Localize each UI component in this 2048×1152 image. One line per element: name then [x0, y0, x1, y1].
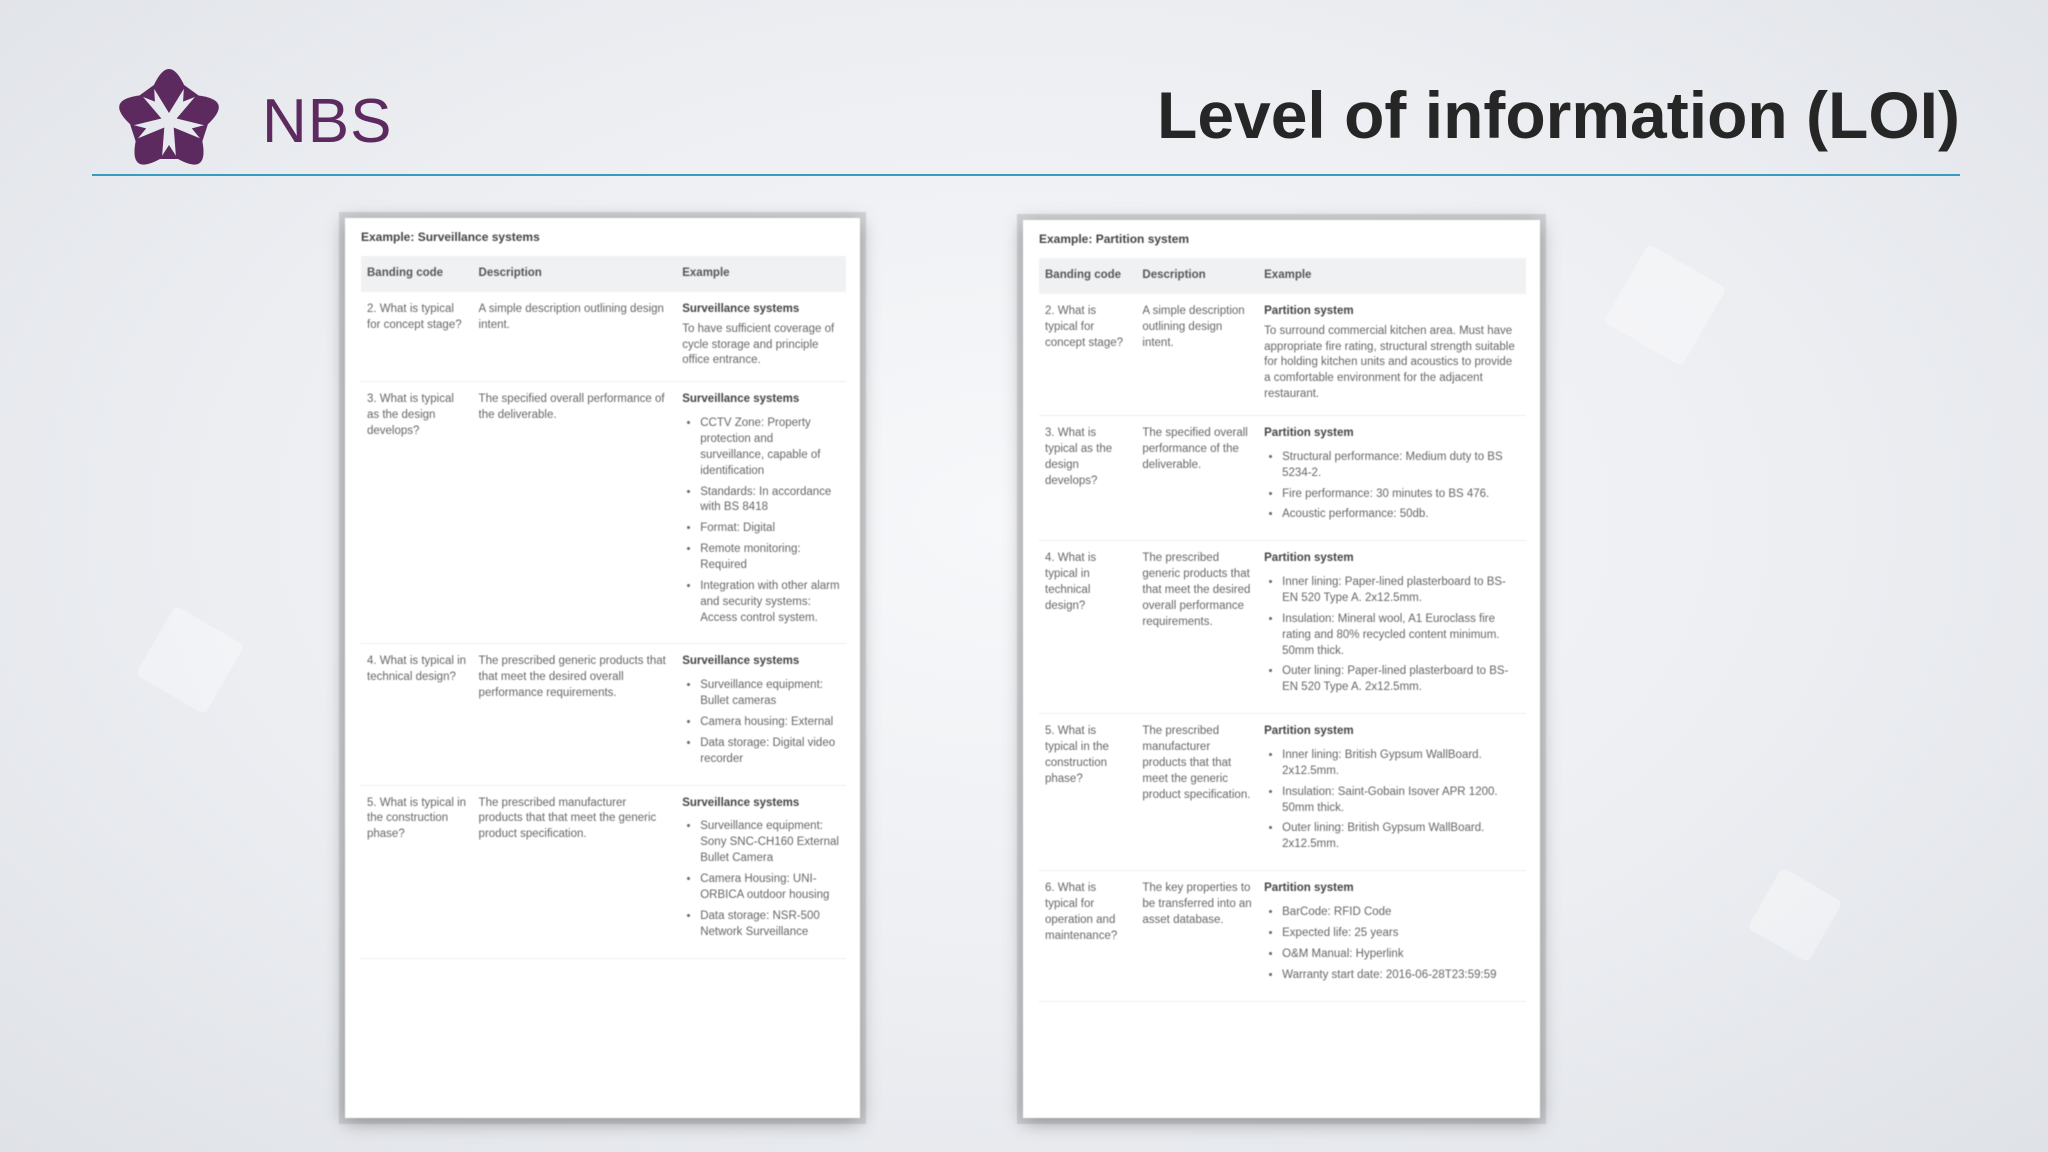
example-cell [1258, 416, 1526, 541]
example-cell [676, 382, 846, 644]
table-row [1039, 871, 1526, 1001]
list-item: • Surveillance equipment: Bullet cameras [700, 678, 840, 710]
list-item: • Insulation: Saint-Gobain Isover APR 1200. 50mm thick. [1282, 785, 1520, 817]
table-row [361, 644, 846, 785]
table-row [1039, 416, 1526, 541]
description-cell: A simple description outlining design intent. [473, 292, 677, 382]
example-title: Surveillance systems [682, 655, 800, 668]
list-item: • Warranty start date: 2016-06-28T23:59:59 [1282, 968, 1520, 984]
example-title: Surveillance systems [682, 796, 800, 809]
description-cell: A simple description outlining design intent. [1136, 294, 1258, 416]
header-description: Description [1136, 258, 1258, 294]
table-header-row [1039, 258, 1526, 294]
description-cell: The specified overall performance of the deliverable. [1136, 416, 1258, 541]
title-divider [92, 174, 1960, 176]
example-cell [676, 785, 846, 958]
header-example: Example [676, 256, 846, 292]
list-item: • Expected life: 25 years [1282, 926, 1520, 942]
list-item: • Insulation: Mineral wool, A1 Euroclass fire rating and 80% recycled content minimum. 50mm thick. [1282, 612, 1520, 660]
banding-code-cell: 4. What is typical in technical design? [1039, 541, 1136, 714]
example-cell [1258, 871, 1526, 1001]
loi-table [361, 256, 846, 959]
list-item: • Acoustic performance: 50db. [1282, 507, 1520, 523]
list-item: • Format: Digital [700, 521, 840, 537]
list-item: • O&M Manual: Hyperlink [1282, 947, 1520, 963]
description-cell: The specified overall performance of the deliverable. [473, 382, 677, 644]
example-cell [1258, 714, 1526, 871]
brand-name: NBS [262, 86, 393, 156]
surveillance-systems-document [345, 218, 860, 1118]
banding-code-cell: 3. What is typical as the design develops? [361, 382, 473, 644]
example-title: Partition system [1264, 882, 1354, 895]
example-list [682, 678, 840, 767]
example-title: Partition system [1264, 552, 1354, 565]
banding-code-cell: 4. What is typical in technical design? [361, 644, 473, 785]
description-cell: The prescribed manufacturer products that that meet the generic product specification. [473, 785, 677, 958]
example-title: Surveillance systems [682, 393, 800, 406]
table-row [361, 382, 846, 644]
header-example: Example [1258, 258, 1526, 294]
slide-title: Level of information (LOI) [1157, 78, 1960, 152]
table-row [1039, 541, 1526, 714]
description-cell: The key properties to be transferred into an asset database. [1136, 871, 1258, 1001]
example-list [1264, 748, 1520, 853]
background-shape [1604, 244, 1727, 367]
list-item: • CCTV Zone: Property protection and surveillance, capable of identification [700, 416, 840, 479]
header-banding-code: Banding code [361, 256, 473, 292]
table-row [1039, 294, 1526, 416]
example-title: Partition system [1264, 304, 1354, 317]
list-item: • Outer lining: British Gypsum WallBoard. 2x12.5mm. [1282, 821, 1520, 853]
background-shape [1747, 867, 1843, 963]
example-list [682, 416, 840, 626]
list-item: • Outer lining: Paper-lined plasterboard to BS-EN 520 Type A. 2x12.5mm. [1282, 664, 1520, 696]
banding-code-cell: 2. What is typical for concept stage? [361, 292, 473, 382]
example-list [1264, 905, 1520, 983]
banding-code-cell: 2. What is typical for concept stage? [1039, 294, 1136, 416]
document-caption: Example: Surveillance systems [361, 230, 540, 244]
list-item: • Inner lining: Paper-lined plasterboard to BS-EN 520 Type A. 2x12.5mm. [1282, 575, 1520, 607]
example-title: Surveillance systems [682, 302, 800, 315]
description-cell: The prescribed generic products that that meet the desired overall performance requirements. [1136, 541, 1258, 714]
description-cell: The prescribed generic products that that meet the desired overall performance requirements. [473, 644, 677, 785]
list-item: • Camera Housing: UNI-ORBICA outdoor housing [700, 872, 840, 904]
table-row [1039, 714, 1526, 871]
list-item: • BarCode: RFID Code [1282, 905, 1520, 921]
example-text: To surround commercial kitchen area. Must have appropriate fire rating, structural strength suitable for holding kitchen units and acoustics to provide a comfortable environment for the adjacent restaurant. [1264, 324, 1515, 401]
list-item: • Remote monitoring: Required [700, 542, 840, 574]
partition-system-document [1023, 220, 1540, 1118]
example-cell [676, 644, 846, 785]
list-item: • Camera housing: External [700, 715, 840, 731]
example-cell [1258, 541, 1526, 714]
example-title: Partition system [1264, 725, 1354, 738]
list-item: • Inner lining: British Gypsum WallBoard. 2x12.5mm. [1282, 748, 1520, 780]
list-item: • Data storage: NSR-500 Network Surveillance [700, 909, 840, 941]
table-row [361, 292, 846, 382]
list-item: • Fire performance: 30 minutes to BS 476. [1282, 487, 1520, 503]
banding-code-cell: 6. What is typical for operation and maintenance? [1039, 871, 1136, 1001]
banding-code-cell: 5. What is typical in the construction phase? [361, 785, 473, 958]
document-caption: Example: Partition system [1039, 232, 1190, 246]
example-text: To have sufficient coverage of cycle storage and principle office entrance. [682, 322, 835, 367]
nbs-star-icon [102, 54, 236, 188]
header-description: Description [473, 256, 677, 292]
example-list [682, 819, 840, 940]
header-banding-code: Banding code [1039, 258, 1136, 294]
list-item: • Integration with other alarm and security systems: Access control system. [700, 579, 840, 627]
list-item: • Structural performance: Medium duty to BS 5234-2. [1282, 450, 1520, 482]
list-item: • Standards: In accordance with BS 8418 [700, 485, 840, 517]
banding-code-cell: 3. What is typical as the design develops? [1039, 416, 1136, 541]
loi-table [1039, 258, 1526, 1002]
nbs-logo [102, 52, 392, 190]
example-list [1264, 575, 1520, 696]
list-item: • Surveillance equipment: Sony SNC-CH160 External Bullet Camera [700, 819, 840, 867]
example-cell [676, 292, 846, 382]
example-cell [1258, 294, 1526, 416]
description-cell: The prescribed manufacturer products that that meet the generic product specification. [1136, 714, 1258, 871]
list-item: • Data storage: Digital video recorder [700, 736, 840, 768]
table-row [361, 785, 846, 958]
banding-code-cell: 5. What is typical in the construction phase? [1039, 714, 1136, 871]
example-list [1264, 450, 1520, 523]
table-header-row [361, 256, 846, 292]
background-shape [135, 605, 244, 714]
example-title: Partition system [1264, 427, 1354, 440]
